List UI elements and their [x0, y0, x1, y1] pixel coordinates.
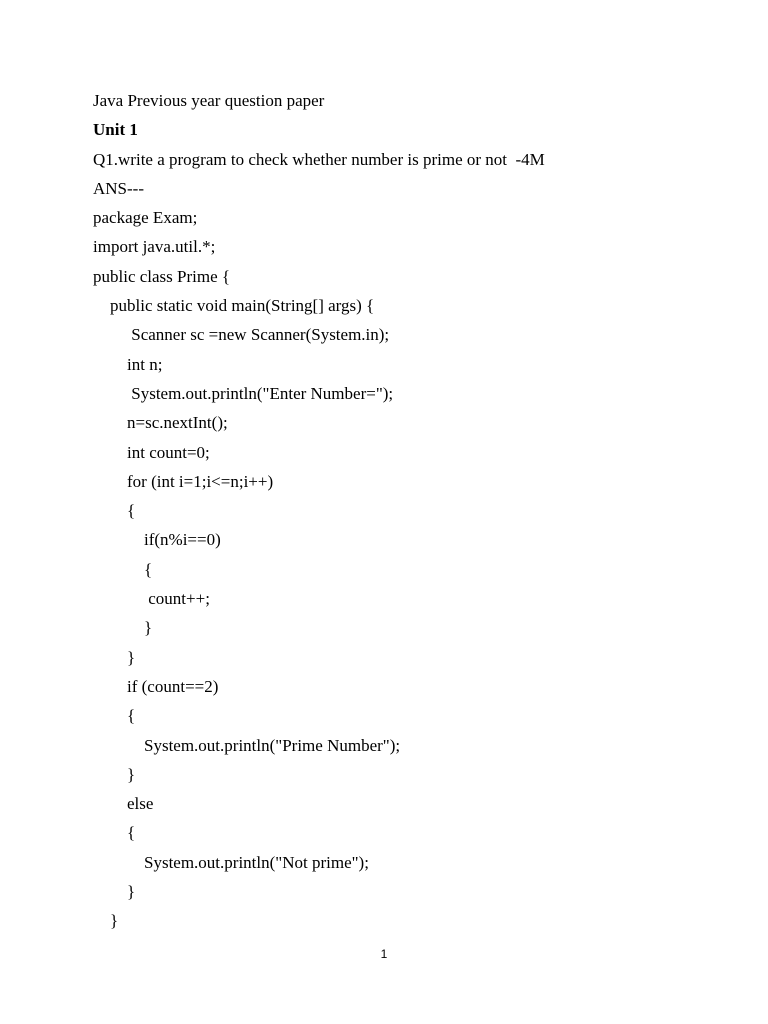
code-line: Scanner sc =new Scanner(System.in);	[93, 325, 390, 345]
unit-heading: Unit 1	[93, 120, 138, 140]
code-line: {	[93, 501, 136, 521]
code-line: count++;	[93, 589, 210, 609]
code-line: if (count==2)	[93, 676, 219, 696]
code-line: public class Prime {	[93, 266, 231, 286]
code-line: int n;	[93, 354, 163, 374]
document-title: Java Previous year question paper	[93, 91, 325, 110]
code-line: import java.util.*;	[93, 237, 216, 257]
code-line: System.out.println("Prime Number");	[93, 735, 401, 755]
code-line: System.out.println("Enter Number=");	[93, 383, 394, 403]
code-line: }	[93, 618, 153, 638]
code-line: }	[93, 882, 136, 902]
question-text: Q1.write a program to check whether number is prime or not -4M	[93, 149, 545, 169]
code-line: }	[93, 647, 136, 667]
page-number: 1	[380, 947, 388, 961]
page-content	[93, 86, 733, 936]
code-line: System.out.println("Not prime");	[93, 852, 369, 872]
code-block	[93, 203, 733, 935]
code-line: else	[93, 794, 154, 814]
code-line: {	[93, 559, 153, 579]
code-line: if(n%i==0)	[93, 530, 221, 550]
code-line: }	[93, 911, 119, 931]
code-line: {	[93, 706, 136, 726]
answer-label: ANS---	[93, 178, 144, 198]
code-line: n=sc.nextInt();	[93, 413, 228, 433]
code-line: {	[93, 823, 136, 843]
code-line: }	[93, 764, 136, 784]
code-line: package Exam;	[93, 208, 198, 228]
code-line: public static void main(String[] args) {	[93, 296, 375, 316]
code-line: int count=0;	[93, 442, 210, 462]
code-line: for (int i=1;i<=n;i++)	[93, 471, 274, 491]
